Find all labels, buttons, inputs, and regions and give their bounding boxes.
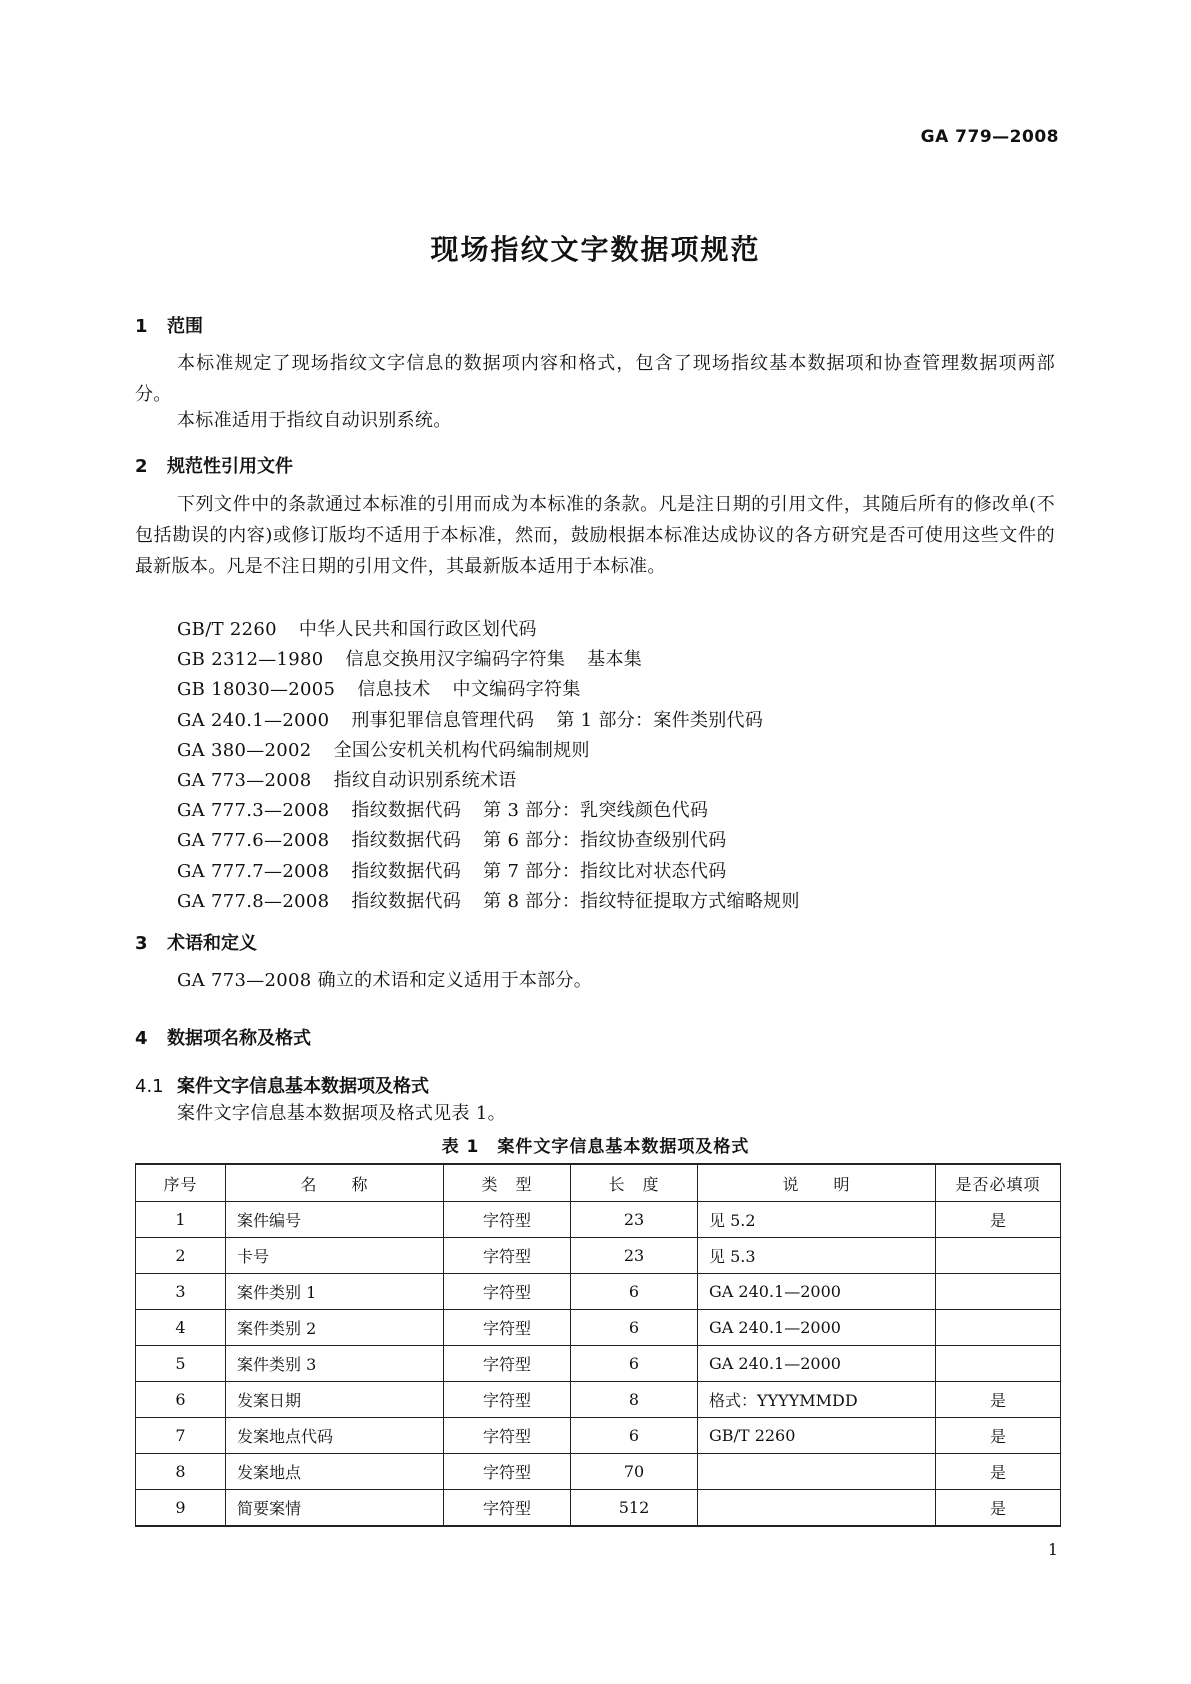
page-number: 1 [1047,1540,1058,1559]
section-number: 2 [135,456,148,477]
document-title: 现场指纹文字数据项规范 [430,233,761,266]
reference-item: GB 2312—1980 信息交换用汉字编码字符集 基本集 [177,649,643,671]
reference-item: GA 240.1—2000 刑事犯罪信息管理代码 第 1 部分：案件类别代码 [177,709,764,731]
table-cell: 6 [571,1310,698,1346]
table-cell: 1 [136,1202,226,1238]
table-cell: 格式：YYYYMMDD [698,1382,936,1418]
normative-references-list [177,615,800,917]
section-4-1-paragraph-1: 案件文字信息基本数据项及格式见表 1。 [177,1103,506,1124]
table-cell: 字符型 [444,1274,571,1310]
section-number: 4 [135,1028,148,1049]
table-cell: 9 [136,1490,226,1527]
section-number: 3 [135,933,148,954]
section-1-paragraph-2: 本标准适用于指纹自动识别系统。 [177,410,452,431]
table-cell: 字符型 [444,1310,571,1346]
table-cell: 案件类别 1 [226,1274,444,1310]
table-cell: 6 [571,1346,698,1382]
table-row [136,1454,1061,1490]
table-cell: 512 [571,1490,698,1527]
table-row [136,1490,1061,1527]
table-cell: 23 [571,1202,698,1238]
table-cell: 2 [136,1238,226,1274]
section-number: 4.1 [135,1076,164,1097]
column-header: 说 明 [698,1164,936,1202]
standard-code: GA 779—2008 [920,127,1059,147]
section-title: 案件文字信息基本数据项及格式 [177,1076,429,1097]
section-title: 术语和定义 [167,933,257,954]
table-cell: GA 240.1—2000 [698,1310,936,1346]
table-row [136,1238,1061,1274]
section-3-heading [135,929,257,955]
table-cell: 发案地点代码 [226,1418,444,1454]
table-cell: 6 [571,1418,698,1454]
table-cell: 字符型 [444,1238,571,1274]
reference-item: GB/T 2260 中华人民共和国行政区划代码 [177,619,537,640]
table-1 [135,1163,1061,1527]
table-row [136,1382,1061,1418]
table-cell: GA 240.1—2000 [698,1346,936,1382]
table-cell: 6 [571,1274,698,1310]
table-cell: 是 [936,1202,1061,1238]
section-4-1-heading [135,1072,429,1098]
table-cell: GA 240.1—2000 [698,1274,936,1310]
table-cell: 是 [936,1382,1061,1418]
table-cell: 是 [936,1490,1061,1527]
table-cell: 字符型 [444,1454,571,1490]
table-cell [936,1274,1061,1310]
table-cell: 70 [571,1454,698,1490]
section-3-paragraph-1: GA 773—2008 确立的术语和定义适用于本部分。 [177,970,593,991]
table-cell: 8 [136,1454,226,1490]
table-cell: 简要案情 [226,1490,444,1527]
table-cell: 字符型 [444,1202,571,1238]
table-cell: 是 [936,1418,1061,1454]
table-1-caption: 表 1 案件文字信息基本数据项及格式 [441,1137,750,1157]
table-cell: 发案日期 [226,1382,444,1418]
table-cell: 案件类别 3 [226,1346,444,1382]
table-cell [936,1346,1061,1382]
column-header: 类 型 [444,1164,571,1202]
reference-item: GA 777.8—2008 指纹数据代码 第 8 部分：指纹特征提取方式缩略规则 [177,890,800,912]
table-cell: 见 5.2 [698,1202,936,1238]
table-cell: 字符型 [444,1418,571,1454]
table-cell: 5 [136,1346,226,1382]
column-header: 是否必填项 [936,1164,1061,1202]
column-header: 长 度 [571,1164,698,1202]
table-cell: 字符型 [444,1382,571,1418]
table-cell: 3 [136,1274,226,1310]
table-cell [936,1238,1061,1274]
table-row [136,1274,1061,1310]
table-cell: 发案地点 [226,1454,444,1490]
table-row [136,1346,1061,1382]
table-cell: 4 [136,1310,226,1346]
table-cell [698,1490,936,1527]
table-cell: 7 [136,1418,226,1454]
section-1-paragraph-1: 本标准规定了现场指纹文字信息的数据项内容和格式，包含了现场指纹基本数据项和协查管理数据项两部分。 [135,353,1055,405]
table-cell: 案件类别 2 [226,1310,444,1346]
section-title: 数据项名称及格式 [167,1028,311,1049]
table-row [136,1418,1061,1454]
reference-item: GA 380—2002 全国公安机关机构代码编制规则 [177,739,590,761]
reference-item: GA 777.7—2008 指纹数据代码 第 7 部分：指纹比对状态代码 [177,860,727,882]
table-cell: 23 [571,1238,698,1274]
table-cell: 卡号 [226,1238,444,1274]
reference-item: GA 777.6—2008 指纹数据代码 第 6 部分：指纹协查级别代码 [177,830,727,852]
table-row [136,1310,1061,1346]
column-header: 名 称 [226,1164,444,1202]
table-cell: 见 5.3 [698,1238,936,1274]
table-cell: GB/T 2260 [698,1418,936,1454]
section-2-heading [135,452,293,478]
section-title: 规范性引用文件 [167,456,293,477]
reference-item: GA 773—2008 指纹自动识别系统术语 [177,770,517,792]
table-cell: 案件编号 [226,1202,444,1238]
reference-item: GA 777.3—2008 指纹数据代码 第 3 部分：乳突线颜色代码 [177,800,709,822]
section-title: 范围 [167,316,203,337]
table-cell: 字符型 [444,1490,571,1527]
table-row [136,1202,1061,1238]
reference-item: GB 18030—2005 信息技术 中文编码字符集 [177,679,581,701]
table-header-row [136,1164,1061,1202]
column-header: 序号 [136,1164,226,1202]
section-1-heading [135,312,203,338]
table-cell [936,1310,1061,1346]
table-cell: 是 [936,1454,1061,1490]
table-cell: 8 [571,1382,698,1418]
section-4-heading [135,1024,311,1050]
table-cell: 字符型 [444,1346,571,1382]
table-cell [698,1454,936,1490]
table-cell: 6 [136,1382,226,1418]
section-number: 1 [135,316,148,337]
section-2-paragraph-1: 下列文件中的条款通过本标准的引用而成为本标准的条款。凡是注日期的引用文件，其随后所有的修改单(不包括勘误的内容)或修订版均不适用于本标准，然而，鼓励根据本标准达成协议的各方研究是否可使用这些文件的最新版本。凡是不注日期的引用文件，其最新版本适用于本标准。 [135,494,1055,577]
